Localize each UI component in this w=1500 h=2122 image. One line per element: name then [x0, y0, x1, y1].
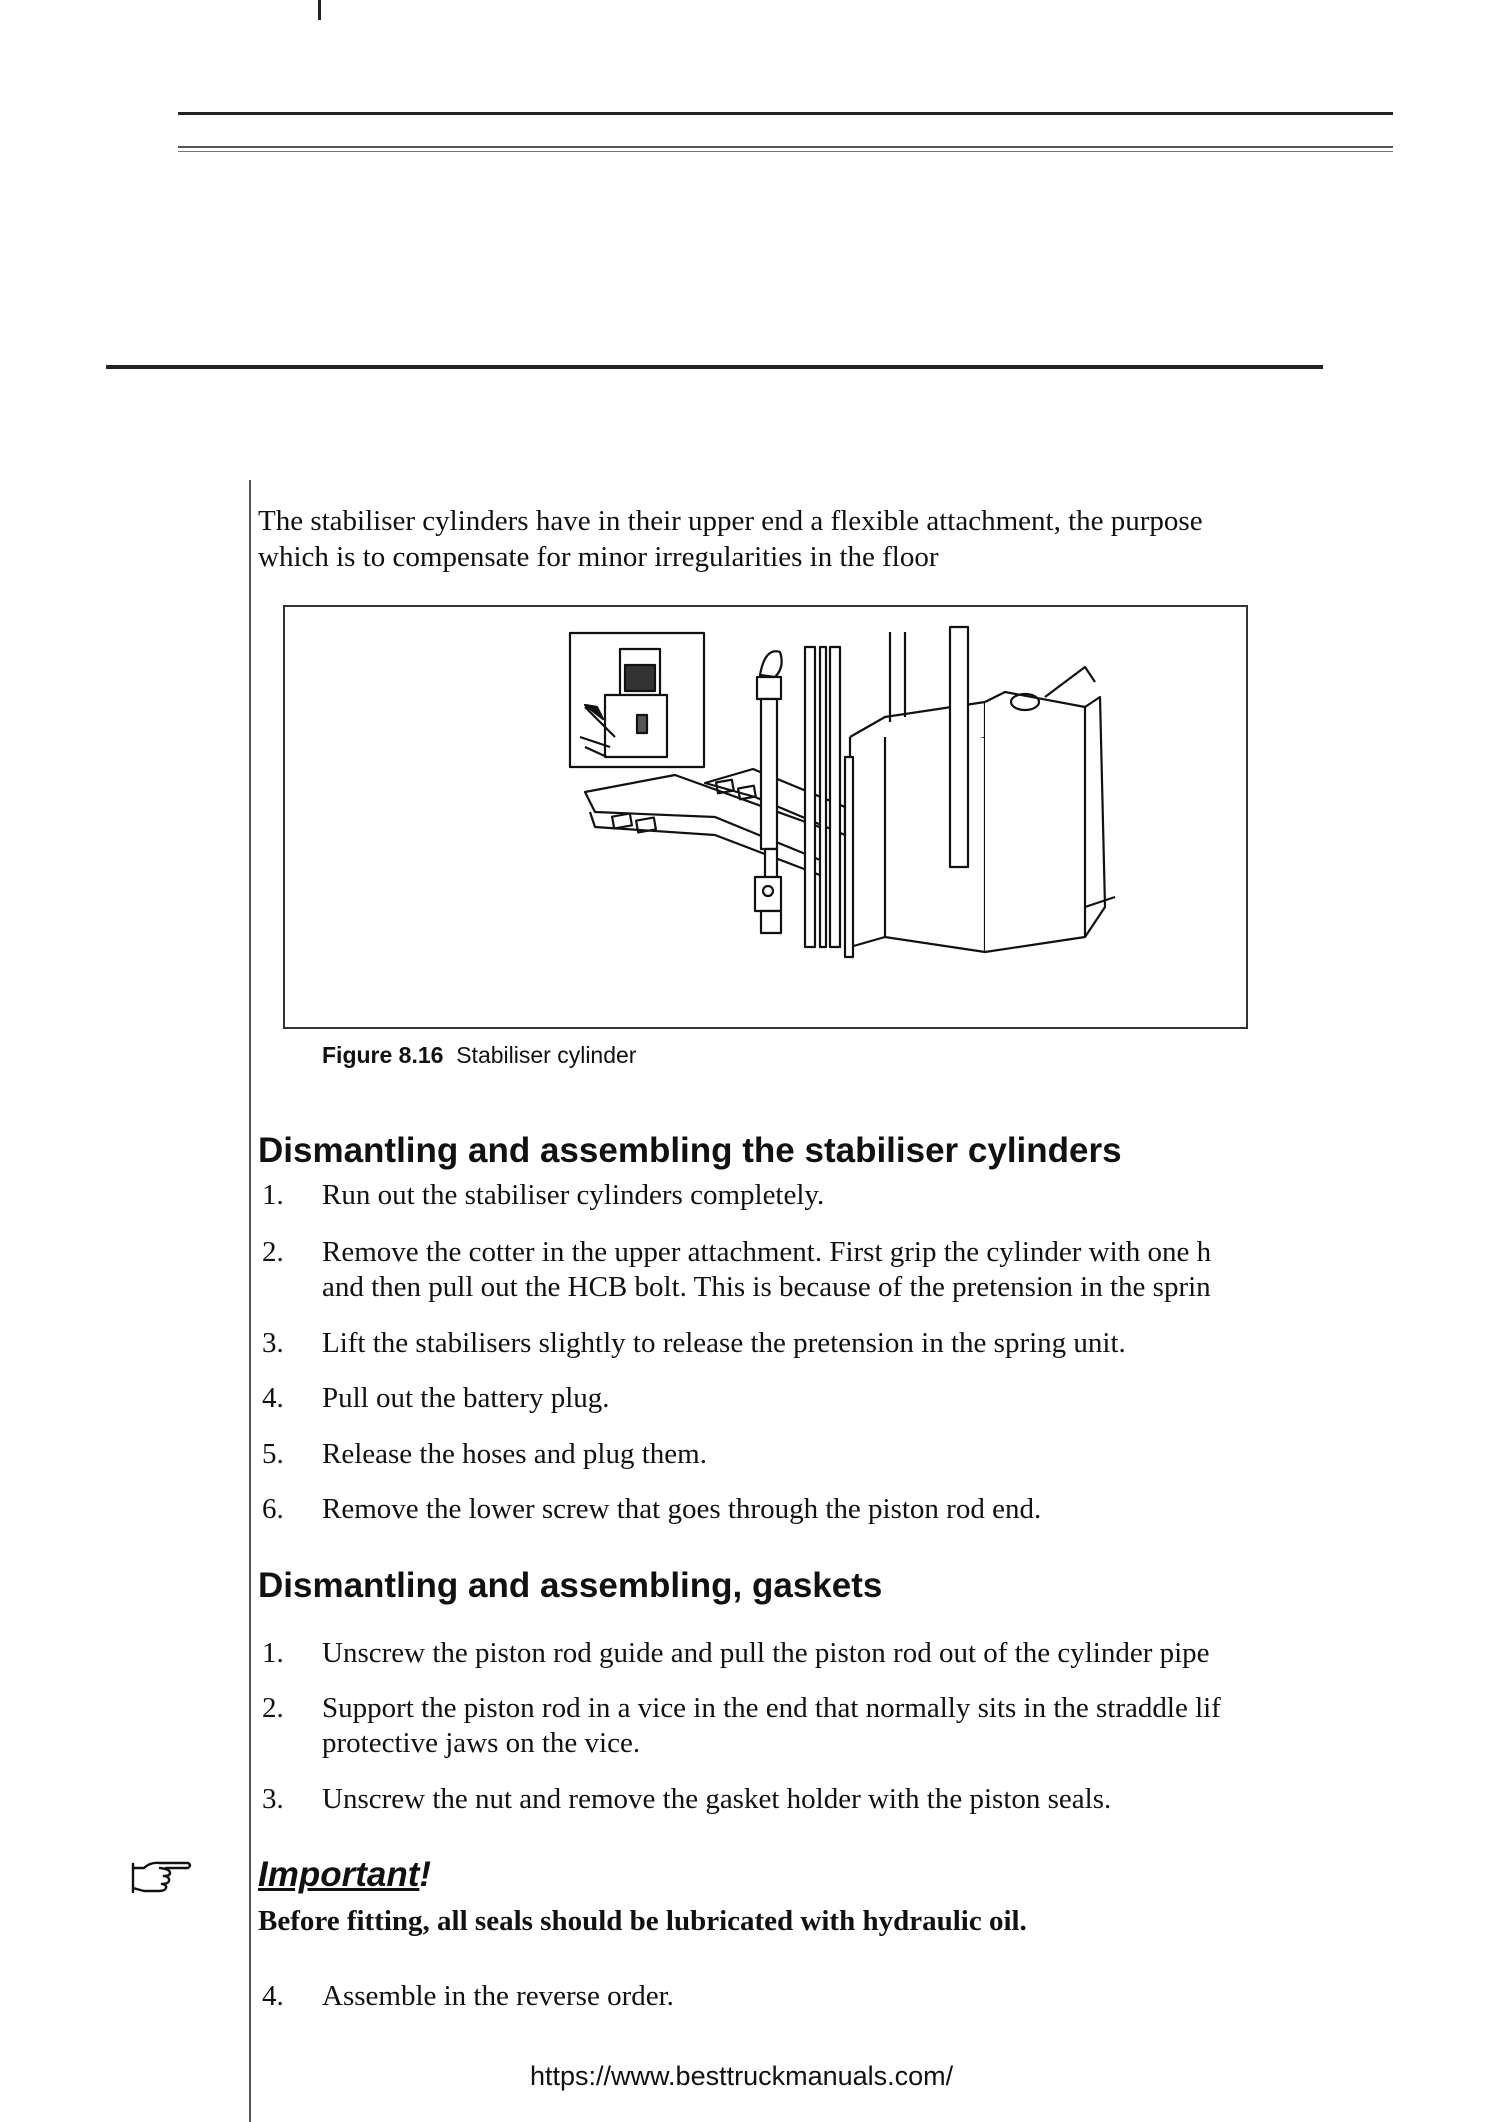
step-number: 3. [262, 1327, 284, 1359]
step-text: Unscrew the nut and remove the gasket holder with the piston seals. [322, 1783, 1112, 1815]
header-rule-3 [178, 151, 1393, 152]
important-label [258, 1855, 431, 1895]
step-number: 4. [262, 1382, 284, 1414]
important-text: Before fitting, all seals should be lubricated with hydraulic oil. [258, 1905, 1027, 1937]
step-number: 1. [262, 1179, 284, 1211]
step-number: 1. [262, 1637, 284, 1669]
intro-line-2: which is to compensate for minor irregularities in the floor [258, 541, 939, 573]
section1-heading: Dismantling and assembling the stabiliser cylinders [258, 1131, 1122, 1170]
figure-number: Figure 8.16 [322, 1042, 444, 1068]
footer-url[interactable]: https://www.besttruckmanuals.com/ [530, 2061, 954, 2091]
section-rule [106, 365, 1323, 369]
step-number: 2. [262, 1236, 284, 1268]
figure-frame [283, 605, 1248, 1029]
important-label-text: Important [258, 1855, 420, 1894]
step-text-line-2: and then pull out the HCB bolt. This is because of the pretension in the sprin [322, 1271, 1211, 1303]
intro-paragraph [258, 503, 1258, 575]
pointing-hand-icon [130, 1858, 194, 1899]
step-text: Remove the lower screw that goes through the piston rod end. [322, 1493, 1042, 1525]
step-number: 5. [262, 1438, 284, 1470]
step-text-line-2: protective jaws on the vice. [322, 1727, 641, 1759]
header-rule-1 [178, 112, 1393, 115]
header-rule-2 [178, 146, 1393, 148]
step-text: Assemble in the reverse order. [322, 1980, 674, 2012]
step-text: Pull out the battery plug. [322, 1382, 610, 1414]
step-number: 6. [262, 1493, 284, 1525]
figure-caption-text: Stabiliser cylinder [456, 1042, 637, 1068]
top-tick [318, 0, 321, 20]
important-mark: ! [419, 1855, 432, 1894]
step-text-line-1: Remove the cotter in the upper attachment. First grip the cylinder with one h [322, 1236, 1212, 1268]
margin-rule [249, 480, 251, 2122]
step-text-line-1: Support the piston rod in a vice in the end that normally sits in the straddle lif [322, 1692, 1221, 1724]
step-number: 2. [262, 1692, 284, 1724]
intro-line-1: The stabiliser cylinders have in their upper end a flexible attachment, the purpose [258, 505, 1203, 537]
step-number: 3. [262, 1783, 284, 1815]
step-text: Unscrew the piston rod guide and pull the piston rod out of the cylinder pipe [322, 1637, 1210, 1669]
step-text: Release the hoses and plug them. [322, 1438, 707, 1470]
stabiliser-cylinder-illustration [285, 607, 1246, 1027]
section2-heading: Dismantling and assembling, gaskets [258, 1566, 883, 1605]
figure-caption [322, 1042, 636, 1069]
step-text: Lift the stabilisers slightly to release the pretension in the spring unit. [322, 1327, 1126, 1359]
step-number: 4. [262, 1980, 284, 2012]
step-text: Run out the stabiliser cylinders completely. [322, 1179, 825, 1211]
